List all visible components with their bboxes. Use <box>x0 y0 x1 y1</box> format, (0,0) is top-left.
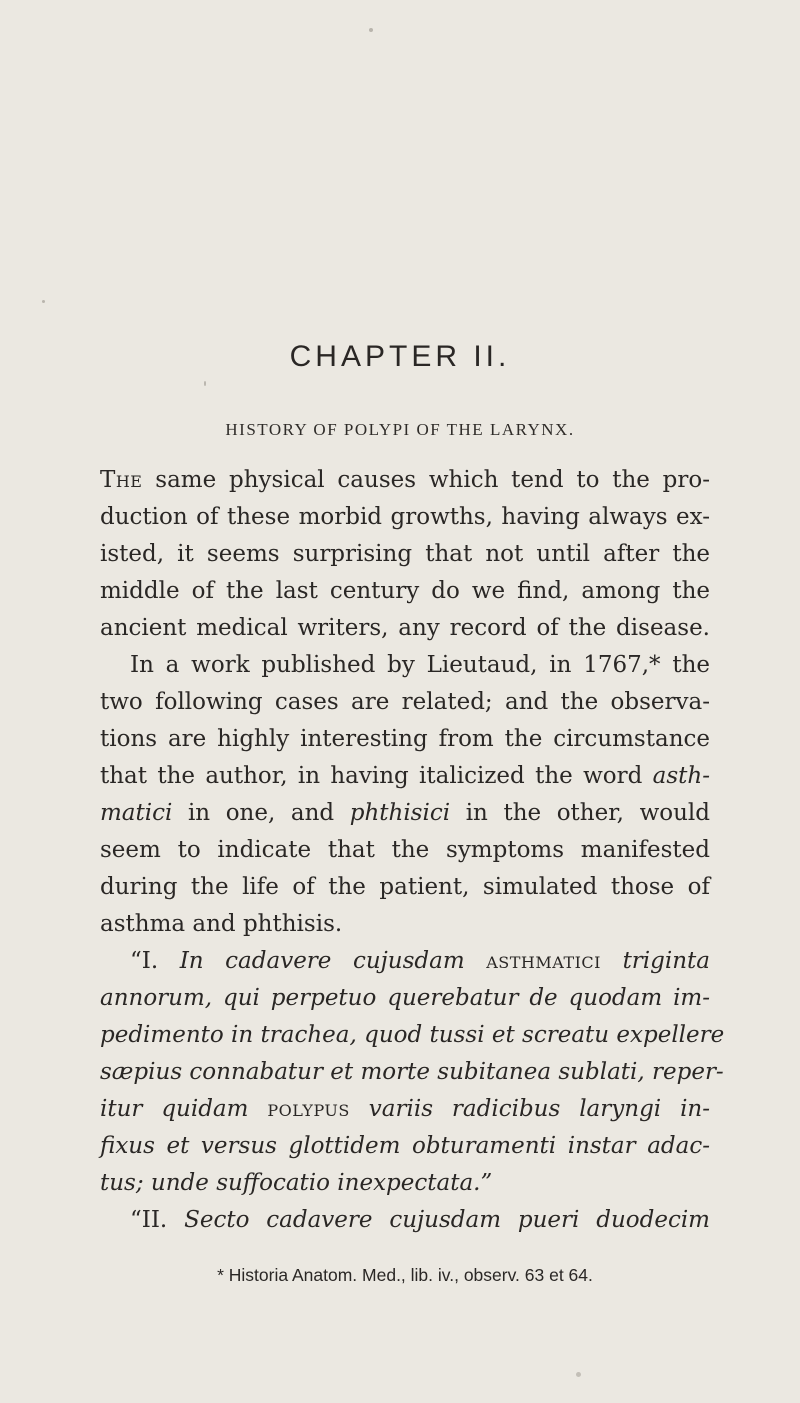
quote-line: itur quidam polypus variis radicibus laryngi in- <box>100 1096 711 1122</box>
quote-line: pedimento in trachea, quod tussi et screatu expellere <box>100 1022 725 1048</box>
chapter-heading: CHAPTER II. <box>289 340 511 373</box>
text-line: duction of these morbid growths, having always ex- <box>100 504 710 530</box>
text-line: In a work published by Lieutaud, in 1767,* the <box>130 652 710 678</box>
text-line: middle of the last century do we find, among the <box>100 578 710 604</box>
quote-line: fixus et versus glottidem obturamenti instar adac- <box>100 1133 710 1159</box>
text-line: asthma and phthisis. <box>100 911 343 937</box>
quote-line: tus; unde suffocatio inexpectata.” <box>100 1170 493 1196</box>
text-line: seem to indicate that the symptoms manifested <box>100 837 710 863</box>
text-line: tions are highly interesting from the circumstance <box>100 726 710 752</box>
section-heading: HISTORY OF POLYPI OF THE LARYNX. <box>225 420 575 439</box>
lead-small-caps: The <box>100 467 143 493</box>
text-line: two following cases are related; and the observa- <box>100 689 710 715</box>
text-line: matici in one, and phthisici in the other, would <box>100 800 711 826</box>
footnote: * Historia Anatom. Med., lib. iv., observ. 63 et 64. <box>217 1265 593 1285</box>
text-line: that the author, in having italicized the word asth- <box>100 763 710 789</box>
paper-speck <box>42 300 45 303</box>
paper-speck <box>576 1372 581 1377</box>
paper-speck <box>204 381 206 386</box>
quote-line: annorum, qui perpetuo querebatur de quodam im- <box>100 985 710 1011</box>
text-line: isted, it seems surprising that not until after the <box>100 541 710 567</box>
text-line: during the life of the patient, simulated those of <box>100 874 710 900</box>
body-text <box>100 462 725 1239</box>
text-line: The same physical causes which tend to the pro- <box>100 467 711 493</box>
text-line: ancient medical writers, any record of the disease. <box>100 615 710 641</box>
paper-speck <box>369 28 373 32</box>
quote-line: sæpius connabatur et morte subitanea sublati, reper- <box>100 1059 724 1085</box>
quote-line: “II. Secto cadavere cujusdam pueri duodecim <box>130 1207 710 1233</box>
quote-line: “I. In cadavere cujusdam asthmatici triginta <box>130 948 711 974</box>
